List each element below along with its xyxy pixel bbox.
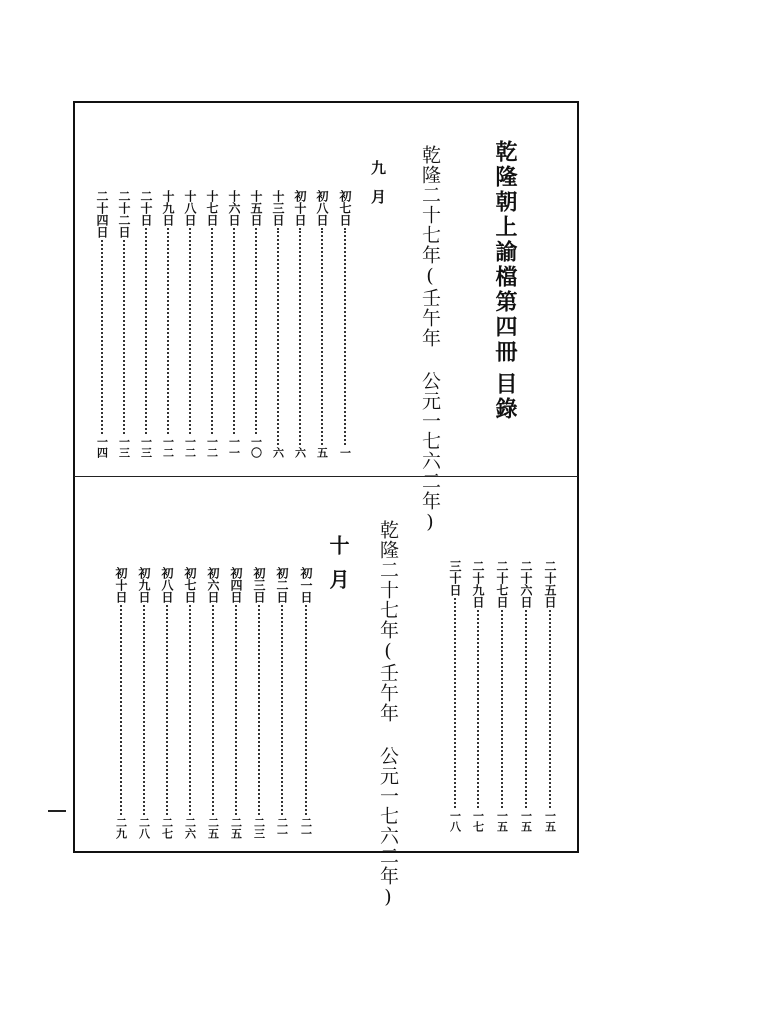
- toc-entry: [226, 190, 242, 458]
- toc-entry: [337, 190, 353, 458]
- entry-date: 初九日: [137, 567, 151, 603]
- toc-entry: [182, 567, 198, 839]
- toc-entry: [136, 567, 152, 839]
- entry-date: 二十四日: [95, 190, 109, 238]
- leader-dots: [101, 240, 103, 434]
- entry-page: 一八: [448, 810, 462, 832]
- leader-dots: [167, 228, 169, 434]
- entry-date: 二十五日: [543, 560, 557, 608]
- leader-dots: [477, 610, 479, 808]
- entry-page: 二一: [275, 817, 289, 839]
- leader-dots: [189, 228, 191, 434]
- leader-dots: [344, 228, 346, 445]
- toc-entry: [159, 567, 175, 839]
- year-heading: 乾隆二十七年(壬午年 公元一七六二年): [419, 145, 441, 534]
- entry-page: 一: [338, 447, 352, 458]
- entry-page: 二九: [114, 817, 128, 839]
- volume-label: 第四冊: [492, 290, 518, 365]
- entry-page: 一四: [95, 436, 109, 458]
- leader-dots: [281, 605, 283, 815]
- entry-date: 初二日: [275, 567, 289, 603]
- toc-entry: [248, 190, 264, 458]
- entry-date: 初三日: [252, 567, 266, 603]
- entry-date: 十七日: [205, 190, 219, 226]
- entry-date: 二十九日: [471, 560, 485, 608]
- toc-entry: [160, 190, 176, 458]
- leader-dots: [549, 610, 551, 808]
- leader-dots: [123, 240, 125, 434]
- toc-entry: [205, 567, 221, 839]
- entry-date: 二十六日: [519, 560, 533, 608]
- month-heading: 十月: [326, 535, 350, 603]
- entry-page: 二八: [137, 817, 151, 839]
- entry-page: 一〇: [249, 436, 263, 458]
- entry-date: 初八日: [315, 190, 329, 226]
- toc-entry: [518, 560, 534, 832]
- leader-dots: [454, 598, 456, 808]
- toc-entry: [298, 567, 314, 839]
- toc-entry: [494, 560, 510, 832]
- entry-date: 十六日: [227, 190, 241, 226]
- toc-entry: [116, 190, 132, 458]
- leader-dots: [166, 605, 168, 815]
- toc-entry: [542, 560, 558, 832]
- month-heading: 九月: [369, 160, 387, 218]
- contents-label: 目錄: [492, 372, 518, 422]
- leader-dots: [143, 605, 145, 815]
- leader-dots: [233, 228, 235, 434]
- entry-date: 初一日: [299, 567, 313, 603]
- entry-page: 二五: [206, 817, 220, 839]
- entry-page: 二一: [299, 817, 313, 839]
- collection-title: 乾隆朝上諭檔: [492, 140, 518, 290]
- entry-date: 初八日: [160, 567, 174, 603]
- leader-dots: [255, 228, 257, 434]
- entry-date: 初十日: [293, 190, 307, 226]
- toc-entry: [138, 190, 154, 458]
- entry-page: 二三: [252, 817, 266, 839]
- entry-date: 初六日: [206, 567, 220, 603]
- toc-entry: [447, 560, 463, 832]
- entry-date: 初七日: [338, 190, 352, 226]
- entry-page: 一二: [183, 436, 197, 458]
- entry-page: 一二: [161, 436, 175, 458]
- entry-page: 一三: [139, 436, 153, 458]
- leader-dots: [277, 228, 279, 445]
- leader-dots: [145, 228, 147, 434]
- entry-page: 一五: [519, 810, 533, 832]
- entry-page: 一五: [495, 810, 509, 832]
- toc-entry: [314, 190, 330, 458]
- entry-page: 一二: [205, 436, 219, 458]
- entry-page: 一一: [227, 436, 241, 458]
- leader-dots: [212, 605, 214, 815]
- year-heading: 乾隆二十七年(壬午年 公元一七六二年): [377, 520, 399, 909]
- toc-entry: [470, 560, 486, 832]
- leader-dots: [211, 228, 213, 434]
- toc-entry: [270, 190, 286, 458]
- toc-entry: [94, 190, 110, 458]
- toc-entry: [251, 567, 267, 839]
- leader-dots: [258, 605, 260, 815]
- leader-dots: [501, 610, 503, 808]
- leader-dots: [120, 605, 122, 815]
- entry-page: 一五: [543, 810, 557, 832]
- entry-page: 二七: [160, 817, 174, 839]
- entry-date: 初七日: [183, 567, 197, 603]
- entry-date: 二十日: [139, 190, 153, 226]
- entry-date: 初十日: [114, 567, 128, 603]
- toc-entry: [204, 190, 220, 458]
- entry-page: 一七: [471, 810, 485, 832]
- entry-date: 十三日: [271, 190, 285, 226]
- toc-entry: [113, 567, 129, 839]
- entry-page: 二六: [183, 817, 197, 839]
- leader-dots: [189, 605, 191, 815]
- entry-date: 初四日: [229, 567, 243, 603]
- entry-date: 十五日: [249, 190, 263, 226]
- entry-date: 三十日: [448, 560, 462, 596]
- entry-date: 十八日: [183, 190, 197, 226]
- toc-entry: [292, 190, 308, 458]
- entry-date: 二十二日: [117, 190, 131, 238]
- entry-page: 五: [315, 447, 329, 458]
- entry-page: 六: [293, 447, 307, 458]
- margin-mark: [48, 810, 66, 812]
- leader-dots: [321, 228, 323, 445]
- leader-dots: [305, 605, 307, 815]
- entry-date: 十九日: [161, 190, 175, 226]
- toc-entry: [274, 567, 290, 839]
- toc-entry: [228, 567, 244, 839]
- entry-page: 一三: [117, 436, 131, 458]
- leader-dots: [525, 610, 527, 808]
- leader-dots: [299, 228, 301, 445]
- entry-page: 二五: [229, 817, 243, 839]
- leader-dots: [235, 605, 237, 815]
- toc-entry: [182, 190, 198, 458]
- entry-page: 六: [271, 447, 285, 458]
- divider-line: [74, 476, 578, 477]
- entry-date: 二十七日: [495, 560, 509, 608]
